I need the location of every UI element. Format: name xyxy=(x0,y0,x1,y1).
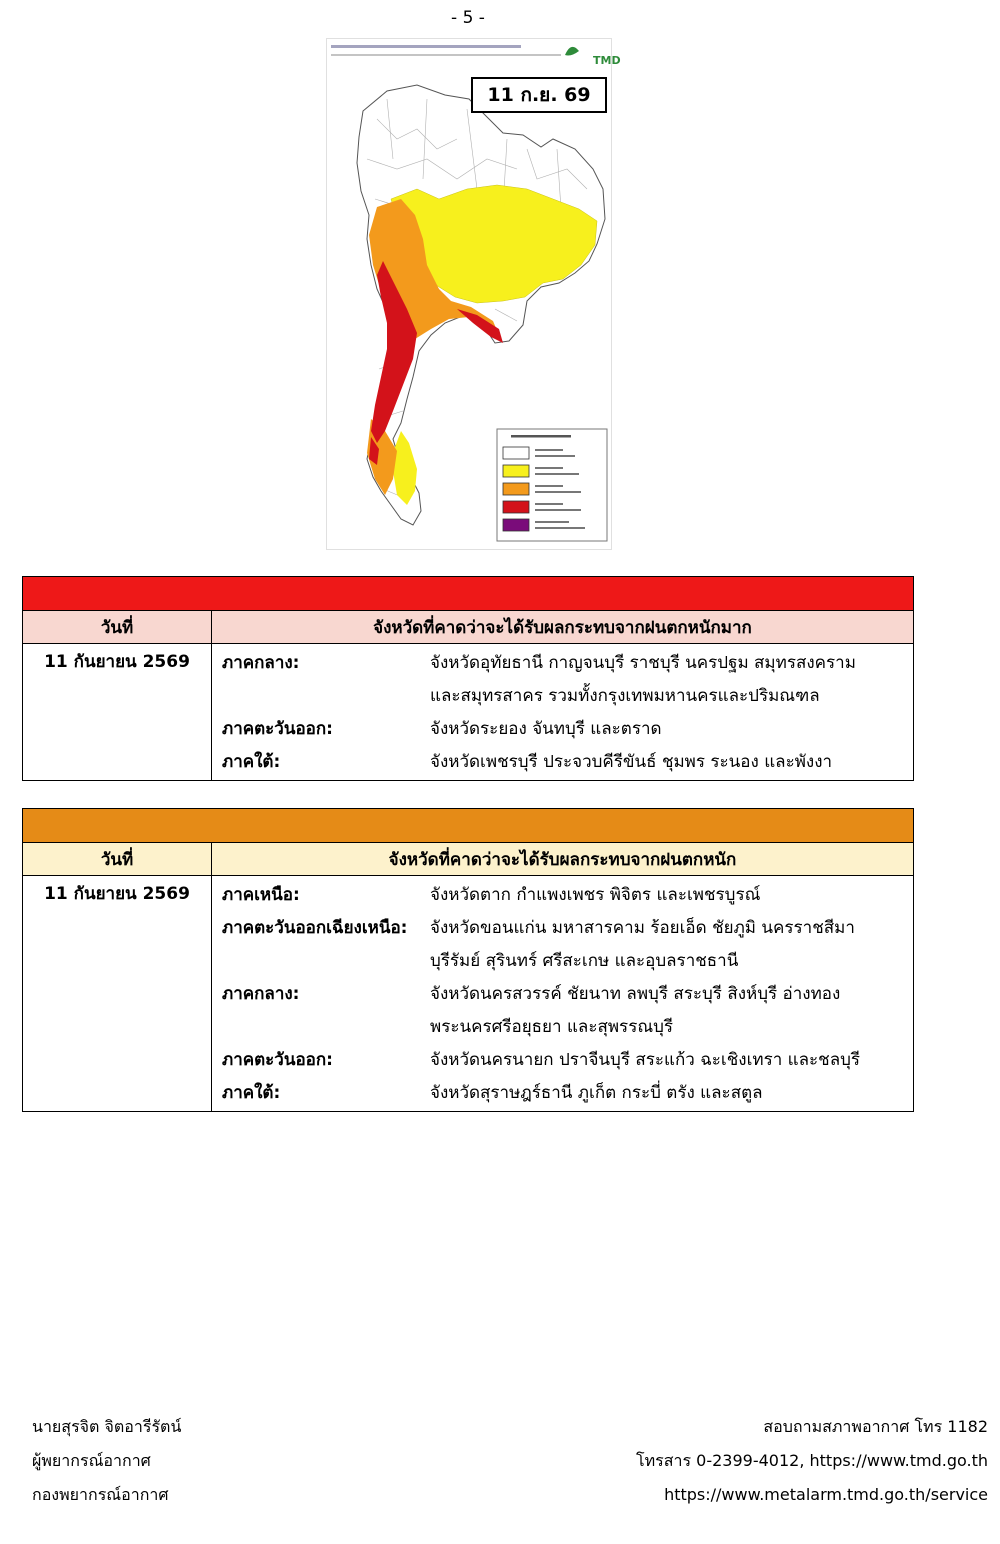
region-name: ภาคเหนือ: xyxy=(222,885,300,905)
very-heavy-rain-table xyxy=(22,576,914,781)
very-heavy-rain-header-row xyxy=(23,611,914,644)
region-name: ภาคตะวันออกเฉียงเหนือ: xyxy=(222,918,408,938)
forecaster-title: ผู้พยากรณ์อากาศ xyxy=(32,1451,151,1470)
map-subtitle-text-graphic xyxy=(331,54,561,56)
heavy-rain-table xyxy=(22,808,914,1112)
region-central xyxy=(212,647,913,713)
contact-phone: สอบถามสภาพอากาศ โทร 1182 xyxy=(763,1417,988,1436)
column-header-date: วันที่ xyxy=(23,611,212,644)
region-name: ภาคใต้: xyxy=(222,752,281,772)
legend-swatch-white xyxy=(503,447,529,459)
column-header-provinces: จังหวัดที่คาดว่าจะได้รับผลกระทบจากฝนตกหนักมาก xyxy=(212,611,914,644)
thailand-map-graphic xyxy=(327,39,621,549)
province-line: จังหวัดอุทัยธานี กาญจนบุรี ราชบุรี นครปฐม สมุทรสงคราม xyxy=(430,653,856,673)
legend-swatch-orange xyxy=(503,483,529,495)
forecast-date: 11 กันยายน 2569 xyxy=(23,876,212,1112)
region-east xyxy=(212,1044,913,1077)
heavy-rain-color-band xyxy=(23,809,914,843)
forecaster-division: กองพยากรณ์อากาศ xyxy=(32,1485,169,1504)
legend-swatch-yellow xyxy=(503,465,529,477)
contact-fax-website[interactable]: โทรสาร 0-2399-4012, https://www.tmd.go.th xyxy=(636,1451,988,1470)
region-north xyxy=(212,879,913,912)
region-central xyxy=(212,978,913,1044)
region-south xyxy=(212,1077,913,1110)
province-line: จังหวัดขอนแก่น มหาสารคาม ร้อยเอ็ด ชัยภูมิ นครราชสีมา xyxy=(430,918,855,938)
map-date-label: 11 ก.ย. 69 xyxy=(471,77,607,113)
legend-swatch-purple xyxy=(503,519,529,531)
region-northeast xyxy=(212,912,913,978)
very-heavy-rain-color-band xyxy=(23,577,914,611)
map-title-text-graphic xyxy=(331,45,521,48)
province-line: จังหวัดนครสวรรค์ ชัยนาท ลพบุรี สระบุรี สิงห์บุรี อ่างทอง xyxy=(430,984,841,1004)
region-east xyxy=(212,713,913,746)
region-name: ภาคใต้: xyxy=(222,1083,281,1103)
column-header-provinces: จังหวัดที่คาดว่าจะได้รับผลกระทบจากฝนตกหนัก xyxy=(212,843,914,876)
table-row xyxy=(23,876,914,1112)
rainfall-forecast-map xyxy=(326,38,621,550)
region-name: ภาคตะวันออก: xyxy=(222,1050,333,1070)
heavy-rain-header-row xyxy=(23,843,914,876)
table-row xyxy=(23,644,914,781)
region-south xyxy=(212,746,913,779)
province-line: และสมุทรสาคร รวมทั้งกรุงเทพมหานครและปริมณฑล xyxy=(430,686,820,706)
tmd-logo xyxy=(565,47,621,67)
province-line: จังหวัดตาก กำแพงเพชร พิจิตร และเพชรบูรณ์ xyxy=(430,885,761,905)
footer-contact xyxy=(636,1410,988,1512)
map-legend xyxy=(497,429,607,541)
footer-forecaster xyxy=(32,1410,181,1512)
region-name: ภาคกลาง: xyxy=(222,653,300,673)
page-number: - 5 - xyxy=(451,8,485,28)
forecast-date: 11 กันยายน 2569 xyxy=(23,644,212,781)
province-line: จังหวัดนครนายก ปราจีนบุรี สระแก้ว ฉะเชิงเทรา และชลบุรี xyxy=(430,1050,861,1070)
province-line: จังหวัดระยอง จันทบุรี และตราด xyxy=(430,719,662,739)
legend-swatch-red xyxy=(503,501,529,513)
region-name: ภาคตะวันออก: xyxy=(222,719,333,739)
forecaster-name: นายสุรจิต จิตอารีรัตน์ xyxy=(32,1417,182,1436)
province-line: พระนครศรีอยุธยา และสุพรรณบุรี xyxy=(430,1017,674,1037)
province-line: จังหวัดเพชรบุรี ประจวบคีรีขันธ์ ชุมพร ระนอง และพังงา xyxy=(430,752,833,772)
province-line: บุรีรัมย์ สุรินทร์ ศรีสะเกษ และอุบลราชธานี xyxy=(430,951,739,971)
contact-service-link[interactable]: https://www.metalarm.tmd.go.th/service xyxy=(664,1485,988,1504)
region-name: ภาคกลาง: xyxy=(222,984,300,1004)
svg-text:TMD: TMD xyxy=(593,54,621,67)
column-header-date: วันที่ xyxy=(23,843,212,876)
province-line: จังหวัดสุราษฎร์ธานี ภูเก็ต กระบี่ ตรัง และสตูล xyxy=(430,1083,763,1103)
